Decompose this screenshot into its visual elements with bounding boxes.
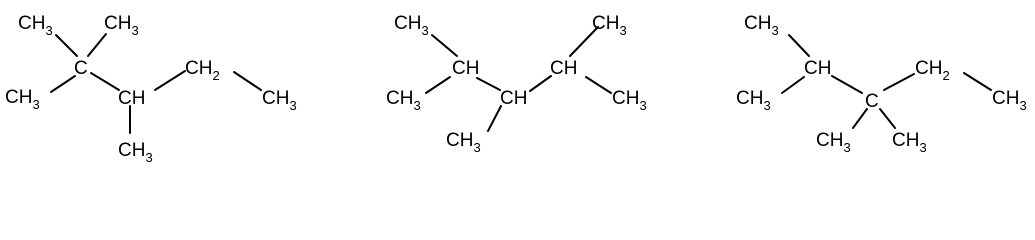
m1-bond-ch3tr-c [88, 34, 106, 56]
m2-bond-chr-ch3r [586, 77, 611, 93]
m2-atom-ch3-right: $CH_3$ [612, 88, 647, 113]
m3-atom-ch-left: CH [804, 58, 832, 79]
m1-atom-ch2: $CH_2$ [185, 58, 220, 83]
m3-bond-c-ch3br [880, 109, 895, 128]
m3-bond-c-ch2 [884, 74, 914, 90]
m2-atom-ch3-top-left: $CH_3$ [394, 13, 429, 38]
m3-atom-ch3-left: $CH_3$ [736, 88, 771, 113]
m1-bond-ch2-ch3 [234, 72, 261, 90]
m2-atom-ch-center: CH [500, 88, 528, 109]
m1-atom-ch3-bottom: $CH_3$ [118, 140, 153, 165]
m1-atom-ch-center: CH [118, 88, 146, 109]
molecule-1 [5, 13, 297, 165]
m1-atom-ch3-top-left: $CH_3$ [18, 13, 53, 38]
m3-bond-ch2-ch3 [964, 73, 991, 90]
m3-atom-ch2: $CH_2$ [915, 58, 950, 83]
m2-bond-chl-chc [477, 78, 500, 90]
molecule-3 [736, 13, 1027, 155]
m2-atom-ch-right: CH [550, 58, 578, 79]
m1-atom-ch3-right: $CH_3$ [262, 88, 297, 113]
m3-bond-ch3top-ch [789, 35, 809, 56]
m2-bond-ch3tl-ch [432, 35, 457, 56]
m1-bond-c-ch [91, 73, 119, 90]
m3-atom-ch3-bottom-left: $CH_3$ [816, 130, 851, 155]
m3-atom-c-quaternary: C [865, 91, 879, 112]
m2-bond-ch3l-ch [426, 77, 450, 93]
m1-bond-ch3l-c [51, 76, 75, 92]
m3-atom-ch3-top: $CH_3$ [744, 13, 779, 38]
m2-atom-ch3-top-right: $CH_3$ [592, 13, 627, 38]
m3-bond-ch3l-ch [782, 77, 804, 93]
m2-bond-chc-chr [530, 76, 551, 91]
molecule-2 [386, 13, 647, 155]
m1-bond-ch-ch2 [155, 71, 185, 90]
m3-atom-ch3-right: $CH_3$ [992, 88, 1027, 113]
m3-bond-ch-c [832, 76, 862, 93]
m2-bond-chc-ch3b [488, 106, 501, 131]
m2-atom-ch-left: CH [452, 58, 480, 79]
m2-atom-ch3-bottom: $CH_3$ [446, 130, 481, 155]
m1-atom-ch3-top-right: $CH_3$ [104, 13, 139, 38]
m2-atom-ch3-left: $CH_3$ [386, 88, 421, 113]
m1-bond-ch3tl-c [56, 35, 77, 56]
m1-atom-c-quaternary: C [74, 58, 88, 79]
m1-atom-ch3-left: $CH_3$ [5, 87, 40, 112]
m3-atom-ch3-bottom-right: $CH_3$ [892, 130, 927, 155]
